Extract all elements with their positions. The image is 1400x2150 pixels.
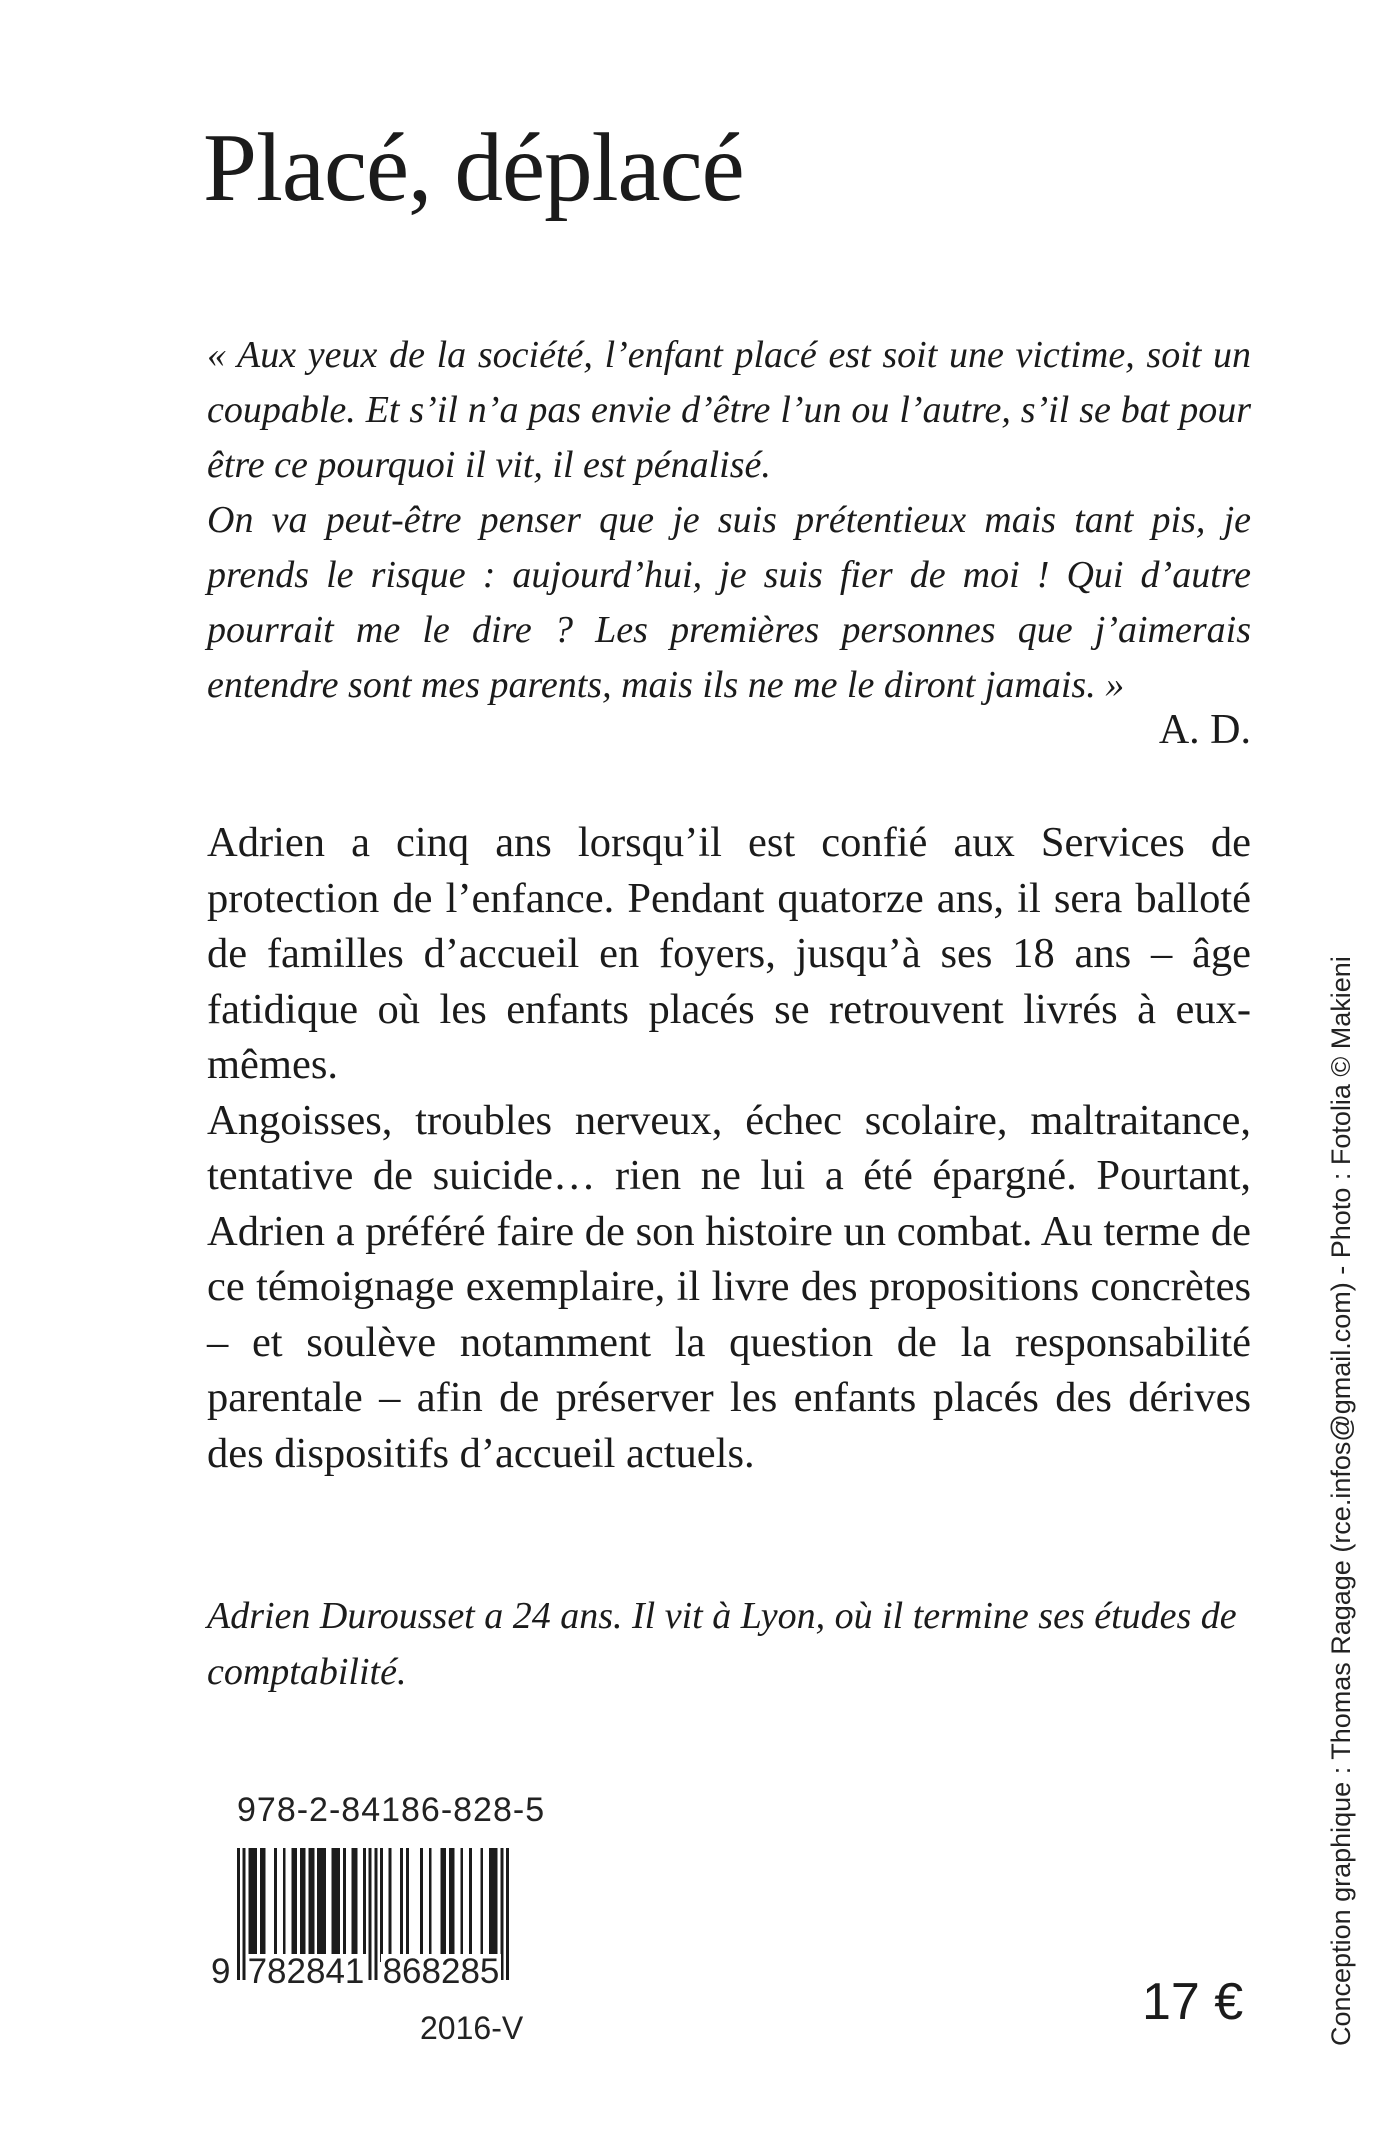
synopsis-paragraph-2: Angoisses, troubles nerveux, échec scolaire, maltraitance, tentative de suicide… rien ne lui a été épargné. Pourtant, Adrien a préféré faire de son histoire un combat. Au terme de ce témoignage exemplaire, il livre des propositions concrètes – et soulève notamment la question de la responsabilité parentale – afin de préserver les enfants placés des dérives des dispositifs d’accueil actuels.: [207, 1096, 1251, 1477]
quote-paragraph-2: On va peut-être penser que je suis prétentieux mais tant pis, je prends le risque : aujourd’hui, je suis fier de moi ! Qui d’autre pourrait me le dire ? Les premières personnes que j’aimerais entendre sont mes parents, mais ils ne me le diront jamais. »: [207, 499, 1251, 706]
synopsis-paragraph-1: Adrien a cinq ans lorsqu’il est confié aux Services de protection de l’enfance. Pendant quatorze ans, il sera balloté de familles d’accueil en foyers, jusqu’à ses 18 ans – âge fatidique où les enfants placés se retrouvent livrés à eux-mêmes.: [207, 819, 1251, 1088]
quote-attribution: A. D.: [1158, 707, 1251, 753]
quote-paragraph-1: « Aux yeux de la société, l’enfant placé est soit une victime, soit un coupable. Et s’il n’a pas envie d’être l’un ou l’autre, s’il se bat pour être ce pourquoi il vit, il est pénalisé.: [207, 334, 1251, 486]
barcode-digits-left: 782841: [247, 1952, 365, 1991]
edition-code: 2016-V: [420, 2010, 524, 2046]
quote-block: [207, 328, 1251, 713]
barcode-digits-right: 868285: [382, 1952, 500, 1991]
design-credit: Conception graphique : Thomas Ragage (rce.infos@gmail.com) - Photo : Fotolia © Makieni: [1326, 956, 1356, 2046]
price-label: 17 €: [1142, 1973, 1244, 2031]
barcode-digit-prefix: 9: [211, 1954, 235, 1990]
isbn-number: 978-2-84186-828-5: [237, 1791, 546, 1829]
book-title: Placé, déplacé: [203, 114, 744, 221]
author-note: Adrien Durousset a 24 ans. Il vit à Lyon, où il termine ses études de comptabilité.: [207, 1595, 1237, 1693]
ean-barcode: [211, 1848, 515, 1991]
synopsis-block: [207, 815, 1251, 1481]
